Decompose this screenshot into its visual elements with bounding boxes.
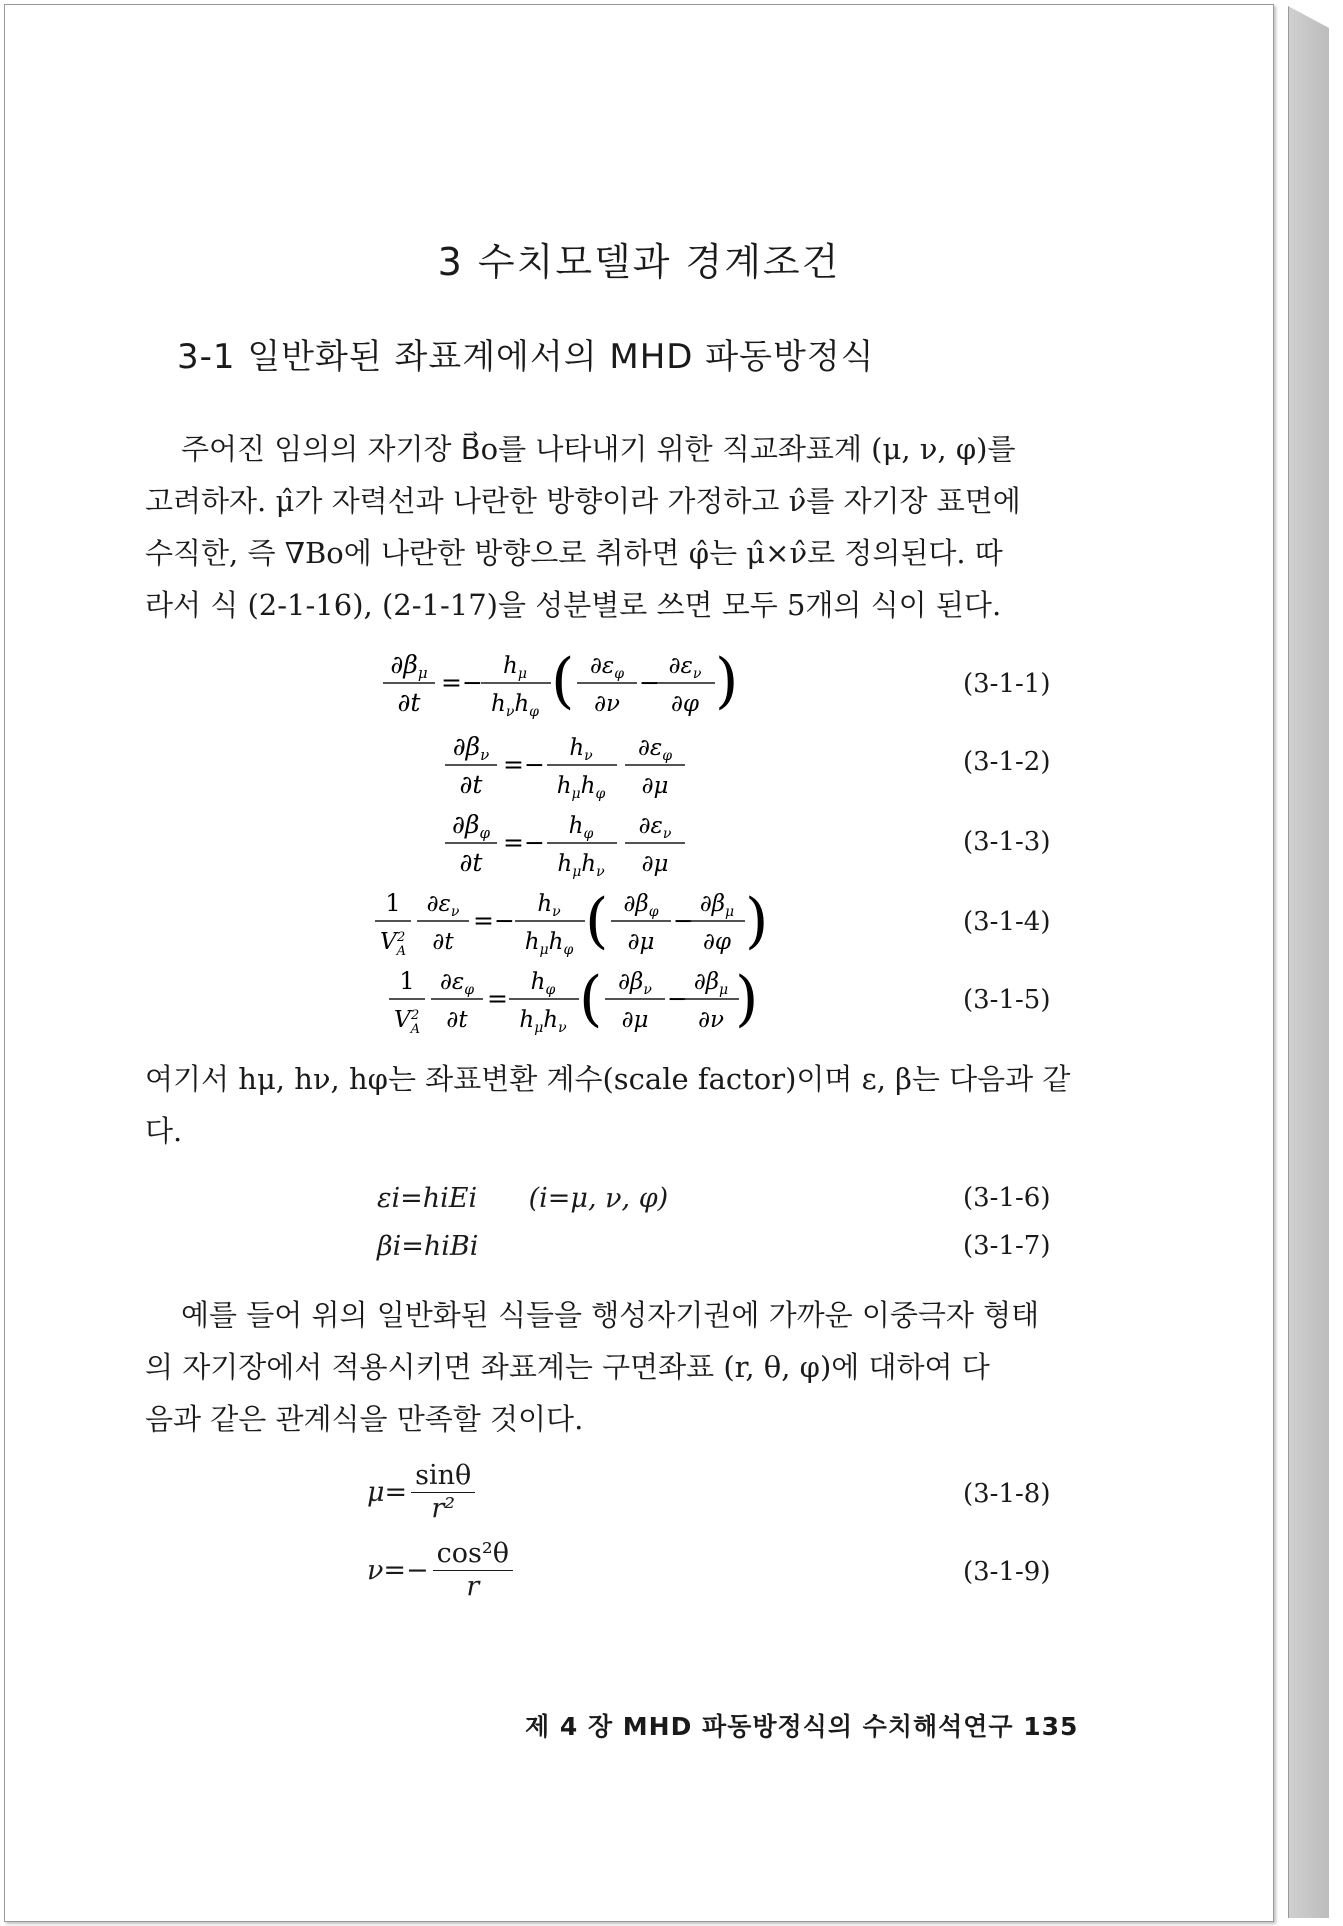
svg-text:=−: =− bbox=[503, 750, 545, 779]
svg-text:): ) bbox=[735, 964, 759, 1034]
page-edge bbox=[1288, 6, 1329, 1918]
paragraph-dipole bbox=[145, 1289, 1075, 1445]
equation-3-1-4-close-paren bbox=[745, 883, 769, 965]
svg-text:hνhφ: $h_\nu h_\varphi$ bbox=[491, 691, 539, 720]
svg-text:−: − bbox=[639, 668, 660, 697]
section-title: 3-1 일반화된 좌표계에서의 MHD 파동방정식 bbox=[177, 337, 875, 377]
fraction bbox=[433, 1538, 513, 1603]
equation-number: (3-1-6) bbox=[963, 1183, 1051, 1213]
svg-text:hμhν: $h_\mu h_\nu$ bbox=[557, 851, 605, 880]
svg-text:1: 1 bbox=[399, 967, 415, 995]
equation-lhs: ν=− bbox=[367, 1554, 429, 1586]
svg-text:hφ: $h_\varphi$ bbox=[530, 969, 556, 998]
svg-text:): ) bbox=[715, 646, 739, 716]
equation-number: (3-1-7) bbox=[963, 1231, 1051, 1261]
equation-number: (3-1-9) bbox=[963, 1557, 1051, 1587]
svg-text:∂φ: ∂φ bbox=[671, 691, 699, 717]
svg-text:=−: =− bbox=[473, 906, 515, 935]
svg-text:∂βν: $\partial\beta_\nu$ bbox=[618, 969, 652, 998]
svg-text:∂t: ∂t bbox=[459, 848, 483, 877]
svg-text:hν: $h_\nu$ bbox=[537, 891, 561, 920]
svg-text:∂βμ: $\partial\beta_\mu$ bbox=[699, 891, 735, 920]
svg-text:∂ν: ∂ν bbox=[594, 691, 620, 717]
equation-3-1-2 bbox=[437, 727, 697, 805]
equation-number: (3-1-2) bbox=[963, 747, 1051, 777]
svg-text:∂μ: ∂μ bbox=[641, 773, 669, 799]
svg-text:∂ν: ∂ν bbox=[698, 1007, 724, 1033]
fraction bbox=[411, 1460, 475, 1525]
svg-text:(: ( bbox=[579, 964, 603, 1034]
text-line: 여기서 hμ, hν, hφ는 좌표변환 계수(scale factor)이며 ε, β는 다음과 같 bbox=[145, 1062, 1071, 1096]
svg-text:(: ( bbox=[551, 646, 575, 716]
svg-text:hμhφ: $h_\mu h_\varphi$ bbox=[556, 773, 606, 802]
equation-3-1-1 bbox=[375, 645, 739, 723]
svg-text:∂t: ∂t bbox=[446, 1007, 468, 1033]
svg-text:∂εν: $\partial\varepsilon_\nu$ bbox=[638, 813, 672, 842]
text-line: 수직한, 즉 ∇Bo에 나란한 방향으로 취하면 φ̂는 μ̂×ν̂로 정의된다. 따 bbox=[145, 536, 1003, 570]
text-line: 라서 식 (2-1-16), (2-1-17)을 성분별로 쓰면 모두 5개의 식이 된다. bbox=[145, 588, 1002, 622]
document-page bbox=[4, 4, 1274, 1922]
page-footer: 제 4 장 MHD 파동방정식의 수치해석연구 135 bbox=[525, 1712, 1079, 1741]
svg-text:∂t: ∂t bbox=[459, 770, 483, 799]
svg-text:(: ( bbox=[585, 886, 609, 956]
svg-text:VA2: $V_A2$ bbox=[379, 929, 407, 959]
paragraph-scale-factor bbox=[145, 1053, 1075, 1157]
equation-number: (3-1-4) bbox=[963, 907, 1051, 937]
numerator: cos²θ bbox=[433, 1538, 513, 1571]
text-line: 고려하자. μ̂가 자력선과 나란한 방향이라 가정하고 ν̂를 자기장 표면에 bbox=[145, 484, 1021, 518]
svg-text:hφ: $h_\varphi$ bbox=[568, 813, 594, 842]
svg-text:=−: =− bbox=[441, 668, 483, 697]
svg-text:∂εν: $\partial\varepsilon_\nu$ bbox=[668, 653, 702, 682]
svg-text:∂βμ: $\partial\beta_\mu$ bbox=[693, 969, 729, 998]
svg-text:∂βφ: $\partial\beta_\varphi$ bbox=[452, 810, 490, 842]
svg-text:−: − bbox=[667, 984, 688, 1013]
denominator: r² bbox=[431, 1492, 456, 1524]
svg-text:1: 1 bbox=[385, 889, 401, 917]
text-line: 의 자기장에서 적용시키면 좌표계는 구면좌표 (r, θ, φ)에 대하여 다 bbox=[145, 1350, 990, 1384]
svg-text:∂μ: ∂μ bbox=[621, 1007, 649, 1033]
svg-text:∂μ: ∂μ bbox=[641, 851, 669, 877]
svg-text:): ) bbox=[745, 886, 769, 956]
text-line: 주어진 임의의 자기장 B⃗o를 나타내기 위한 직교좌표계 (μ, ν, φ)를 bbox=[181, 432, 1016, 466]
svg-text:∂βμ: $\partial\beta_\mu$ bbox=[390, 650, 428, 682]
equation-3-1-6: εi=hiEi (i=μ, ν, φ) bbox=[377, 1183, 669, 1214]
svg-text:∂μ: ∂μ bbox=[627, 929, 655, 955]
svg-text:hμ: $h_\mu$ bbox=[503, 653, 527, 682]
equation-3-1-7: βi=hiBi bbox=[377, 1231, 479, 1262]
equation-number: (3-1-3) bbox=[963, 827, 1051, 857]
svg-text:∂εν: $\partial\varepsilon_\nu$ bbox=[426, 891, 460, 920]
text-line: 예를 들어 위의 일반화된 식들을 행성자기권에 가까운 이중극자 형태 bbox=[181, 1298, 1040, 1332]
text-line: 다. bbox=[145, 1114, 183, 1148]
svg-text:∂εφ: $\partial\varepsilon_\varphi$ bbox=[637, 735, 673, 764]
svg-text:∂t: ∂t bbox=[432, 929, 454, 955]
equation-3-1-4 bbox=[369, 883, 749, 965]
equation-3-1-3 bbox=[437, 805, 697, 883]
svg-text:=: = bbox=[487, 984, 508, 1013]
equation-3-1-9 bbox=[367, 1535, 513, 1605]
numerator: sinθ bbox=[411, 1460, 475, 1493]
svg-text:hν: $h_\nu$ bbox=[569, 735, 593, 764]
equation-lhs: μ= bbox=[367, 1476, 408, 1508]
page-content bbox=[5, 5, 1273, 1921]
svg-text:hμhφ: $h_\mu h_\varphi$ bbox=[524, 929, 574, 958]
text-line: 음과 같은 관계식을 만족할 것이다. bbox=[145, 1402, 584, 1436]
equation-number: (3-1-8) bbox=[963, 1479, 1051, 1509]
chapter-title: 3 수치모델과 경계조건 bbox=[437, 240, 841, 284]
equation-number: (3-1-5) bbox=[963, 985, 1051, 1015]
svg-text:∂βφ: $\partial\beta_\varphi$ bbox=[623, 891, 659, 920]
svg-text:∂t: ∂t bbox=[397, 688, 421, 717]
equation-3-1-5 bbox=[383, 961, 759, 1043]
svg-text:−: − bbox=[673, 906, 694, 935]
equation-3-1-8 bbox=[367, 1457, 475, 1527]
svg-text:∂βν: $\partial\beta_\nu$ bbox=[452, 732, 490, 764]
equation-number: (3-1-1) bbox=[963, 669, 1051, 699]
svg-text:∂εφ: $\partial\varepsilon_\varphi$ bbox=[439, 969, 475, 998]
svg-text:hμhν: $h_\mu h_\nu$ bbox=[519, 1007, 567, 1036]
svg-text:VA2: $V_A2$ bbox=[393, 1007, 421, 1037]
svg-text:∂φ: ∂φ bbox=[703, 929, 731, 955]
svg-text:=−: =− bbox=[503, 828, 545, 857]
svg-text:∂εφ: $\partial\varepsilon_\varphi$ bbox=[589, 653, 625, 682]
paragraph-intro bbox=[145, 423, 1075, 631]
denominator: r bbox=[466, 1570, 480, 1602]
